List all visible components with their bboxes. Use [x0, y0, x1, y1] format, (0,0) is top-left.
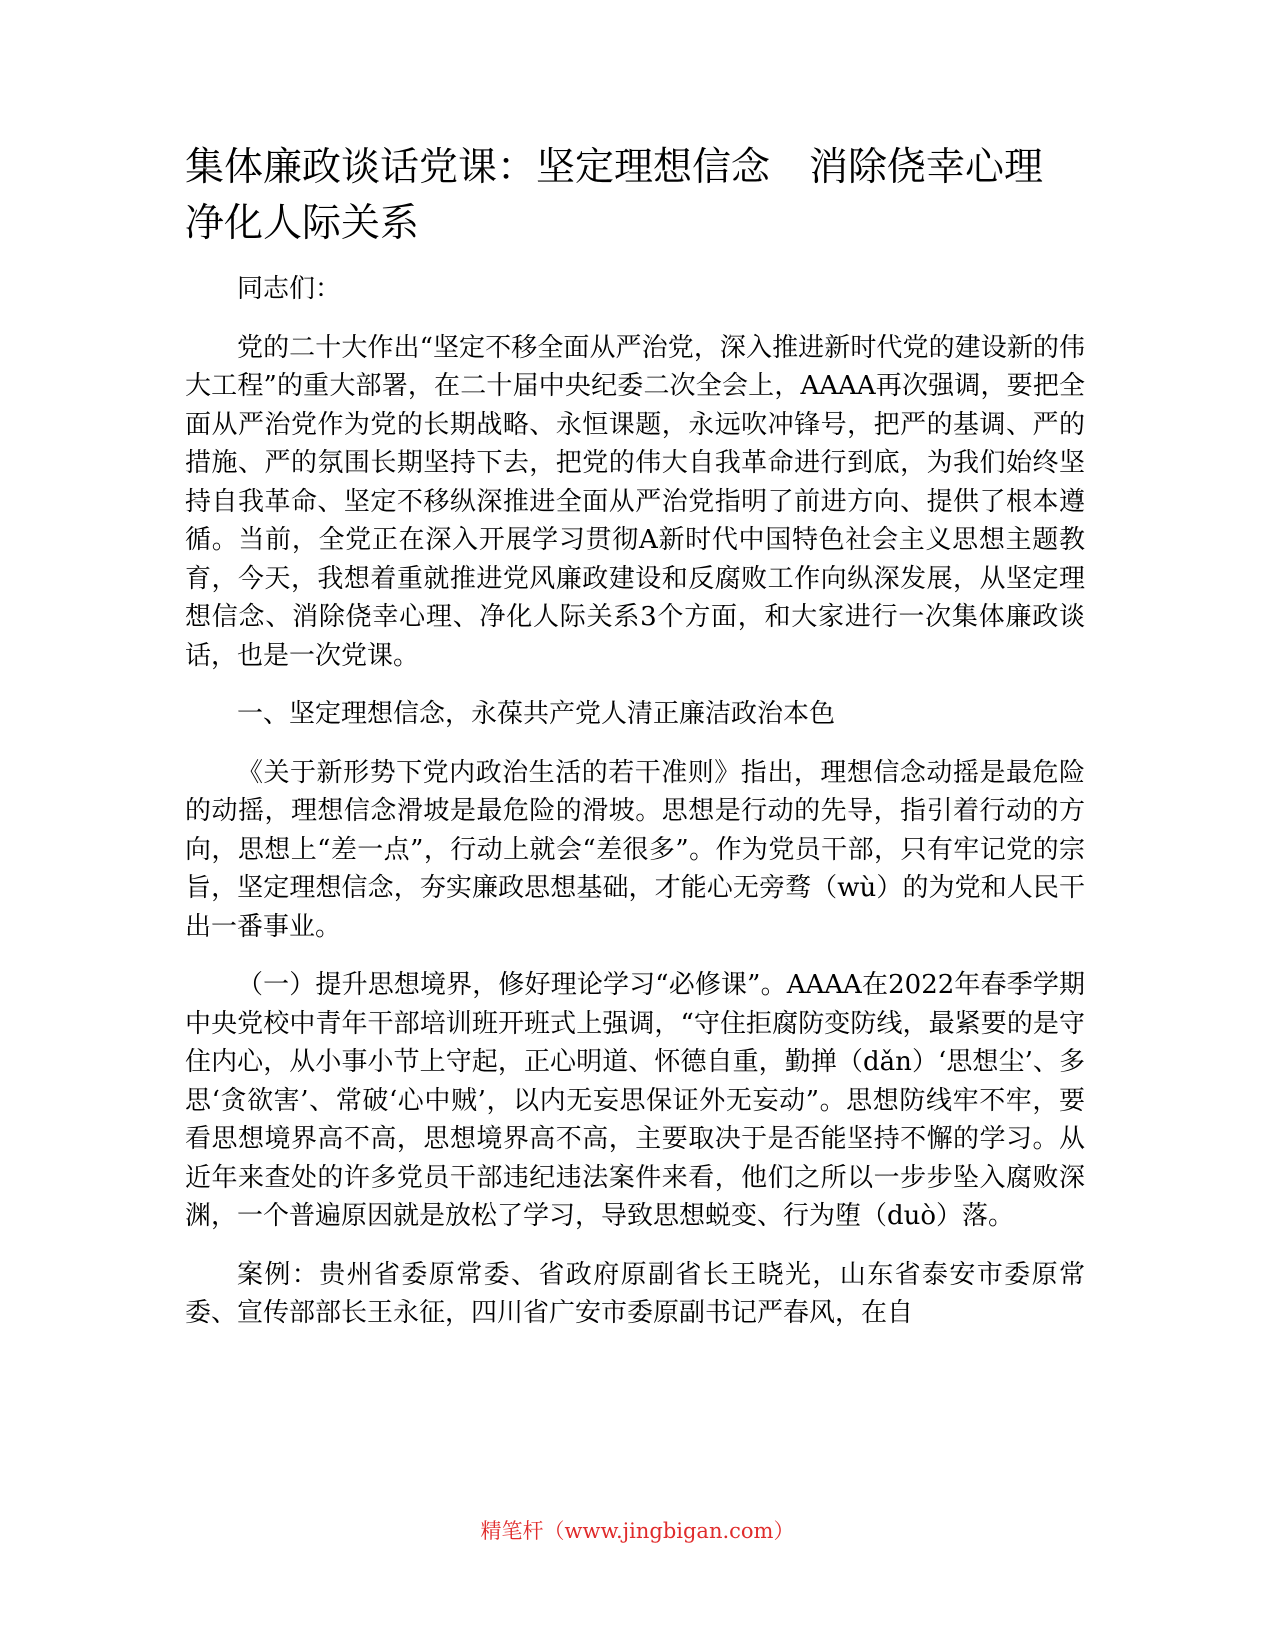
- document-page: [185, 140, 1085, 1353]
- document-title: 集体廉政谈话党课：坚定理想信念 消除侥幸心理 净化人际关系: [185, 145, 1083, 246]
- subsection-heading-1: （一）提升思想境界，修好理论学习“必修课”。AAAA在2022年春季学期中央党校中青年干部培训班开班式上强调，“守住拒腐防变防线，最紧要的是守住内心，从小事小节上守起，正心明道、怀德自重，勤掸（dǎn）‘思想尘’、多思‘贪欲害’、常破‘心中贼’，以内无妄思保证外无妄动”。思想防线牢不牢，要看思想境界高不高，思想境界高不高，主要取决于是否能坚持不懈的学习。从近年来查处的许多党员干部违纪违法案件来看，他们之所以一步步坠入腐败深渊，一个普遍原因就是放松了学习，导致思想蜕变、行为堕（duò）落。: [185, 970, 1085, 1231]
- section-heading-1: 一、坚定理想信念，永葆共产党人清正廉洁政治本色: [237, 699, 836, 729]
- paragraph-intro: 党的二十大作出“坚定不移全面从严治党，深入推进新时代党的建设新的伟大工程”的重大部署，在二十届中央纪委二次全会上，AAAA再次强调，要把全面从严治党作为党的长期战略、永恒课题，永远吹冲锋号，把严的基调、严的措施、严的氛围长期坚持下去，把党的伟大自我革命进行到底，为我们始终坚持自我革命、坚定不移纵深推进全面从严治党指明了前进方向、提供了根本遵循。当前，全党正在深入开展学习贯彻A新时代中国特色社会主义思想主题教育，今天，我想着重就推进党风廉政建设和反腐败工作向纵深发展，从坚定理想信念、消除侥幸心理、净化人际关系3个方面，和大家进行一次集体廉政谈话，也是一次党课。: [185, 332, 1085, 671]
- footer-watermark: 精笔杆（www.jingbigan.com）: [480, 1519, 795, 1543]
- greeting: 同志们：: [237, 274, 342, 304]
- paragraph-case: 案例：贵州省委原常委、省政府原副省长王晓光，山东省泰安市委原常委、宣传部部长王永征，四川省广安市委原副书记严春风，在自: [185, 1259, 1085, 1328]
- paragraph-guideline: 《关于新形势下党内政治生活的若干准则》指出，理想信念动摇是最危险的动摇，理想信念滑坡是最危险的滑坡。思想是行动的先导，指引着行动的方向，思想上“差一点”，行动上就会“差很多”。作为党员干部，只有牢记党的宗旨，坚定理想信念，夯实廉政思想基础，才能心无旁骛（wù）的为党和人民干出一番事业。: [185, 757, 1085, 942]
